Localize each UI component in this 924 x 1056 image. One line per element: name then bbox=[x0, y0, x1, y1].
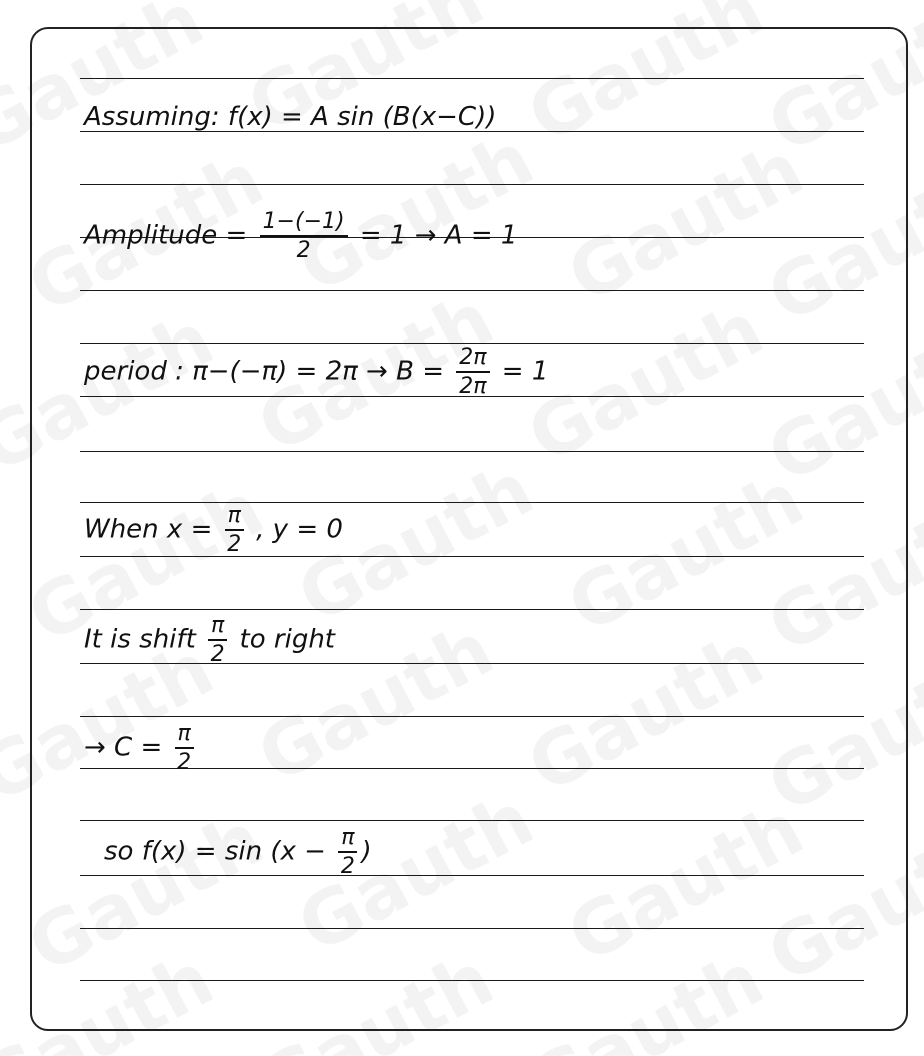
period-lead: period : π−(−π) = 2π → B = bbox=[84, 356, 453, 387]
line-period bbox=[84, 346, 548, 398]
ruled-line bbox=[80, 716, 864, 717]
c-fraction bbox=[175, 722, 194, 774]
fraction-denominator: 2π bbox=[459, 374, 487, 400]
line-amplitude bbox=[84, 210, 517, 262]
fraction-denominator: 2 bbox=[227, 532, 242, 558]
line-when bbox=[84, 504, 343, 556]
fraction-numerator: 1−(−1) bbox=[260, 210, 348, 237]
shift-fraction bbox=[208, 614, 227, 666]
when-tail: , y = 0 bbox=[247, 514, 343, 545]
ruled-line bbox=[80, 502, 864, 503]
ruled-line bbox=[80, 78, 864, 79]
fraction-numerator: π bbox=[175, 722, 194, 749]
c-lead: → C = bbox=[84, 732, 171, 763]
ruled-line bbox=[80, 343, 864, 344]
line-shift bbox=[84, 614, 335, 666]
fraction-numerator: 2π bbox=[456, 346, 489, 373]
ruled-line bbox=[80, 609, 864, 610]
amplitude-lead: Amplitude = bbox=[84, 220, 256, 251]
shift-lead: It is shift bbox=[84, 624, 205, 655]
when-fraction bbox=[225, 504, 244, 556]
final-tail: ) bbox=[361, 836, 372, 867]
ruled-line bbox=[80, 184, 864, 185]
fraction-numerator: π bbox=[208, 614, 227, 641]
fraction-numerator: π bbox=[338, 826, 357, 853]
ruled-line bbox=[80, 928, 864, 929]
fraction-denominator: 2 bbox=[340, 854, 355, 880]
amplitude-fraction bbox=[260, 210, 348, 262]
final-fraction bbox=[338, 826, 357, 878]
ruled-line bbox=[80, 451, 864, 452]
final-lead: so f(x) = sin (x − bbox=[104, 836, 335, 867]
line-c-value bbox=[84, 722, 198, 774]
fraction-denominator: 2 bbox=[296, 238, 311, 264]
fraction-denominator: 2 bbox=[210, 642, 225, 668]
period-tail: = 1 bbox=[493, 356, 549, 387]
fraction-numerator: π bbox=[225, 504, 244, 531]
ruled-line bbox=[80, 820, 864, 821]
ruled-line bbox=[80, 290, 864, 291]
amplitude-tail: = 1 → A = 1 bbox=[351, 220, 518, 251]
period-fraction bbox=[456, 346, 489, 398]
fraction-denominator: 2 bbox=[177, 750, 192, 776]
shift-tail: to right bbox=[231, 624, 336, 655]
line-final-answer bbox=[104, 826, 372, 878]
when-lead: When x = bbox=[84, 514, 221, 545]
ruled-line bbox=[80, 980, 864, 981]
line-assuming: Assuming: f(x) = A sin (B(x−C)) bbox=[84, 102, 497, 132]
